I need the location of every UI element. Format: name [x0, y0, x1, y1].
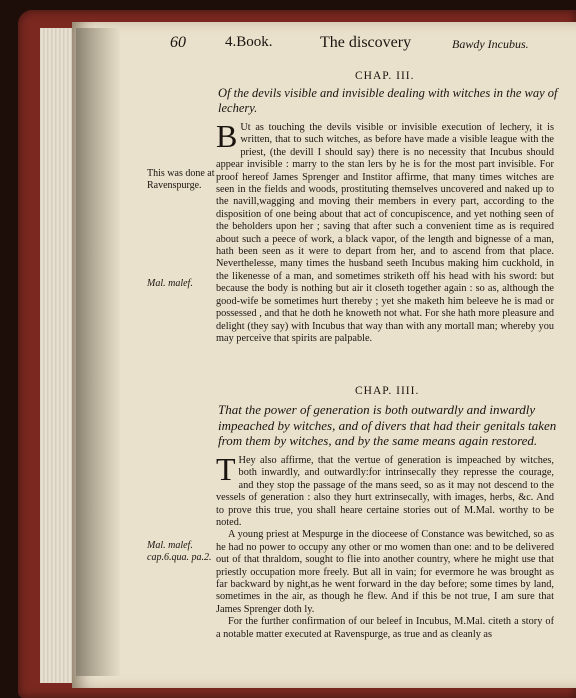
margin-note: This was done at Ravenspurge.	[147, 168, 215, 191]
chapter-3-heading: CHAP. III.	[355, 70, 415, 82]
chapter-4-text	[216, 455, 554, 681]
book-label: 4.Book.	[225, 34, 273, 50]
drop-cap: B	[216, 122, 238, 154]
chapter-3-text	[216, 122, 554, 380]
page-number: 60	[170, 34, 186, 51]
margin-note: Mal. malef. cap.6.qua. pa.2.	[147, 540, 212, 563]
chapter-4-paragraph-3: For the further confirmation of our beleef in Incubus, M.Mal. citeth a story of a notable matter executed at Ravenspurge, as true and as cleanly as	[216, 616, 554, 640]
running-head: Bawdy Incubus.	[452, 37, 529, 51]
drop-cap: T	[216, 455, 236, 487]
chapter-3-title: Of the devils visible and invisible dealing with witches in the way of lechery.	[218, 86, 558, 115]
chapter-4-paragraph-1: Hey also affirme, that the vertue of generation is impeached by witches, both inwardly, and outwardly:for intrinsecally they represse the courage, and they stop the passage of the mans seed, so as it may not descend to the vessels of generation : also they hurt extrinsecally, with images, herbs, &c. And to prove this true, you shall heare certaine stories out of M.Mal. worthy to be noted.	[216, 455, 554, 529]
page-title: The discovery	[320, 34, 412, 51]
chapter-4-heading: CHAP. IIII.	[355, 385, 420, 397]
chapter-4-title: That the power of generation is both outwardly and inwardly impeached by witches, and of divers that had their genitals taken from them by witches, and by the same means again restored.	[218, 402, 557, 448]
page-gutter	[76, 28, 120, 676]
chapter-4-paragraph-2: A young priest at Mespurge in the dioceese of Constance was bewitched, so as he had no power to occupy any other or mo women than one: and to be delivered out of that thraldom, sought to flie into another country, where he might use that priestly occupation more freely. But all in vain; for evermore he was brought as far backward by night,as he went forward in the day before; some times by land, sometimes in the air, as though he flew. And if this be not true, I am sure that James Sprenger doth ly.	[216, 529, 554, 615]
page-edges	[40, 28, 76, 683]
margin-note: Mal. malef.	[147, 278, 193, 289]
chapter-3-paragraph: Ut as touching the devils visible or invisible execution of lechery, it is written, that to such witches, as before have made a visible league with the priest, (the devill I should say) there is no necessity that Incubus should appear invisible : marry to the stan lers by he is for the most part invisible. For proof hereof James Sprenger and Institor affirme, that many times witches are seen in the fields and woods, prostituting themselves uncovered and naked up to the navill,wagging and moving their members in every part, according to the disposition of one being about that act of concupiscence, and yet nothing seen of the beholders upon her ; saving that after such a convenient time as is required about such a peece of work, a black vapor, of the length and bignesse of a man, hath been seen as it were to depart from her, and to ascend from that place. Neverthelesse, many times the husband seeth Incubus making him cuckhold, in the likenesse of a man, and sometimes striketh off his head with his sword: but because the body is nothing but air it closeth together again : so as, although the good-wife be sometimes hurt thereby ; yet she maketh him beleeve he is mad or possessed , and that he doth he knoweth not what. For she hath more pleasure and delight (they say) with Incubus that way than with any mortall man; whereby you may perceive that spirits are palpable.	[216, 122, 554, 344]
